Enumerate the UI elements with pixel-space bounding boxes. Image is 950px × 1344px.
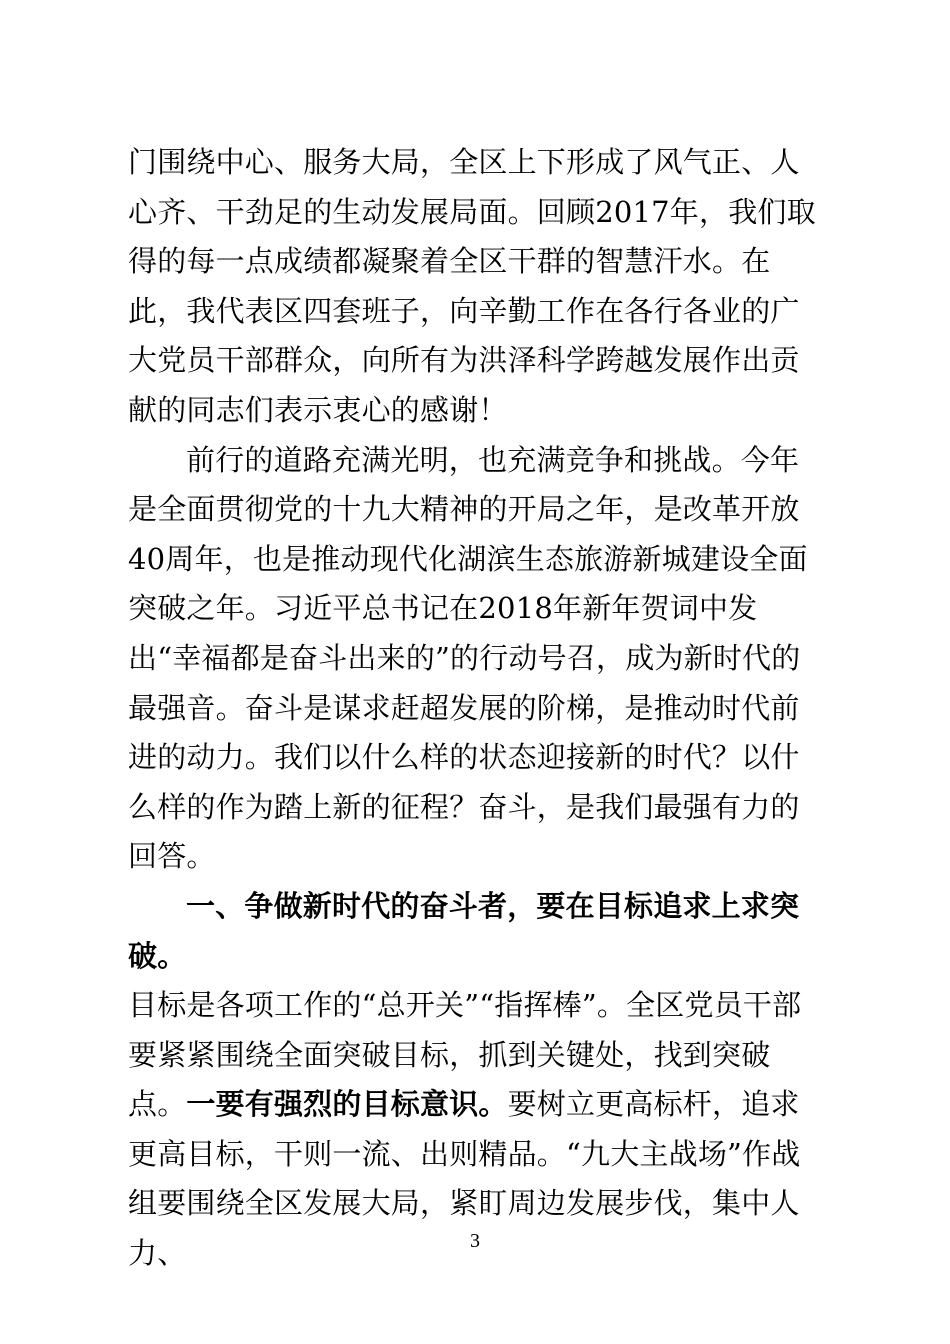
paragraph-2: 前行的道路充满光明，也充满竞争和挑战。今年是全面贯彻党的十九大精神的开局之年，是改革开放40周年，也是推动现代化湖滨生态旅游新城建设全面突破之年。习近平总书记在2018年新年贺词中发出“幸福都是奋斗出来的”的行动号召，成为新时代的最强音。奋斗是谋求赶超发展的阶梯，是推动时代前进的动力。我们以什么样的状态迎接新的时代？以什么样的作为踏上新的征程？奋斗，是我们最强有力的回答。 <box>128 442 808 874</box>
section-heading-1: 一、争做新时代的奋斗者，要在目标追求上求突破。 <box>128 888 800 973</box>
paragraph-3-continued: 要树立更高标杆，追求更高目标，干则一流、出则精品。“九大主战场”作战组要围绕全区发展大局，紧盯周边发展步伐，集中人力、 <box>128 1087 801 1271</box>
paragraph-1: 门围绕中心、服务大局，全区上下形成了风气正、人心齐、干劲足的生动发展局面。回顾2017年，我们取得的每一点成绩都凝聚着全区干群的智慧汗水。在此，我代表区四套班子，向辛勤工作在各行各业的广大党员干部群众，向所有为洪泽科学跨越发展作出贡献的同志们表示衷心的感谢！ <box>128 145 816 427</box>
page-number: 3 <box>470 1230 480 1252</box>
paragraph-3-intro: 目标是各项工作的“总开关”“指挥棒”。全区党员干部要紧紧围绕全面突破目标，抓到关键处，找到突破点。 <box>128 988 802 1122</box>
paragraph-3-bold-point: 一要有强烈的目标意识。 <box>186 1087 508 1122</box>
body-text <box>128 138 824 1279</box>
